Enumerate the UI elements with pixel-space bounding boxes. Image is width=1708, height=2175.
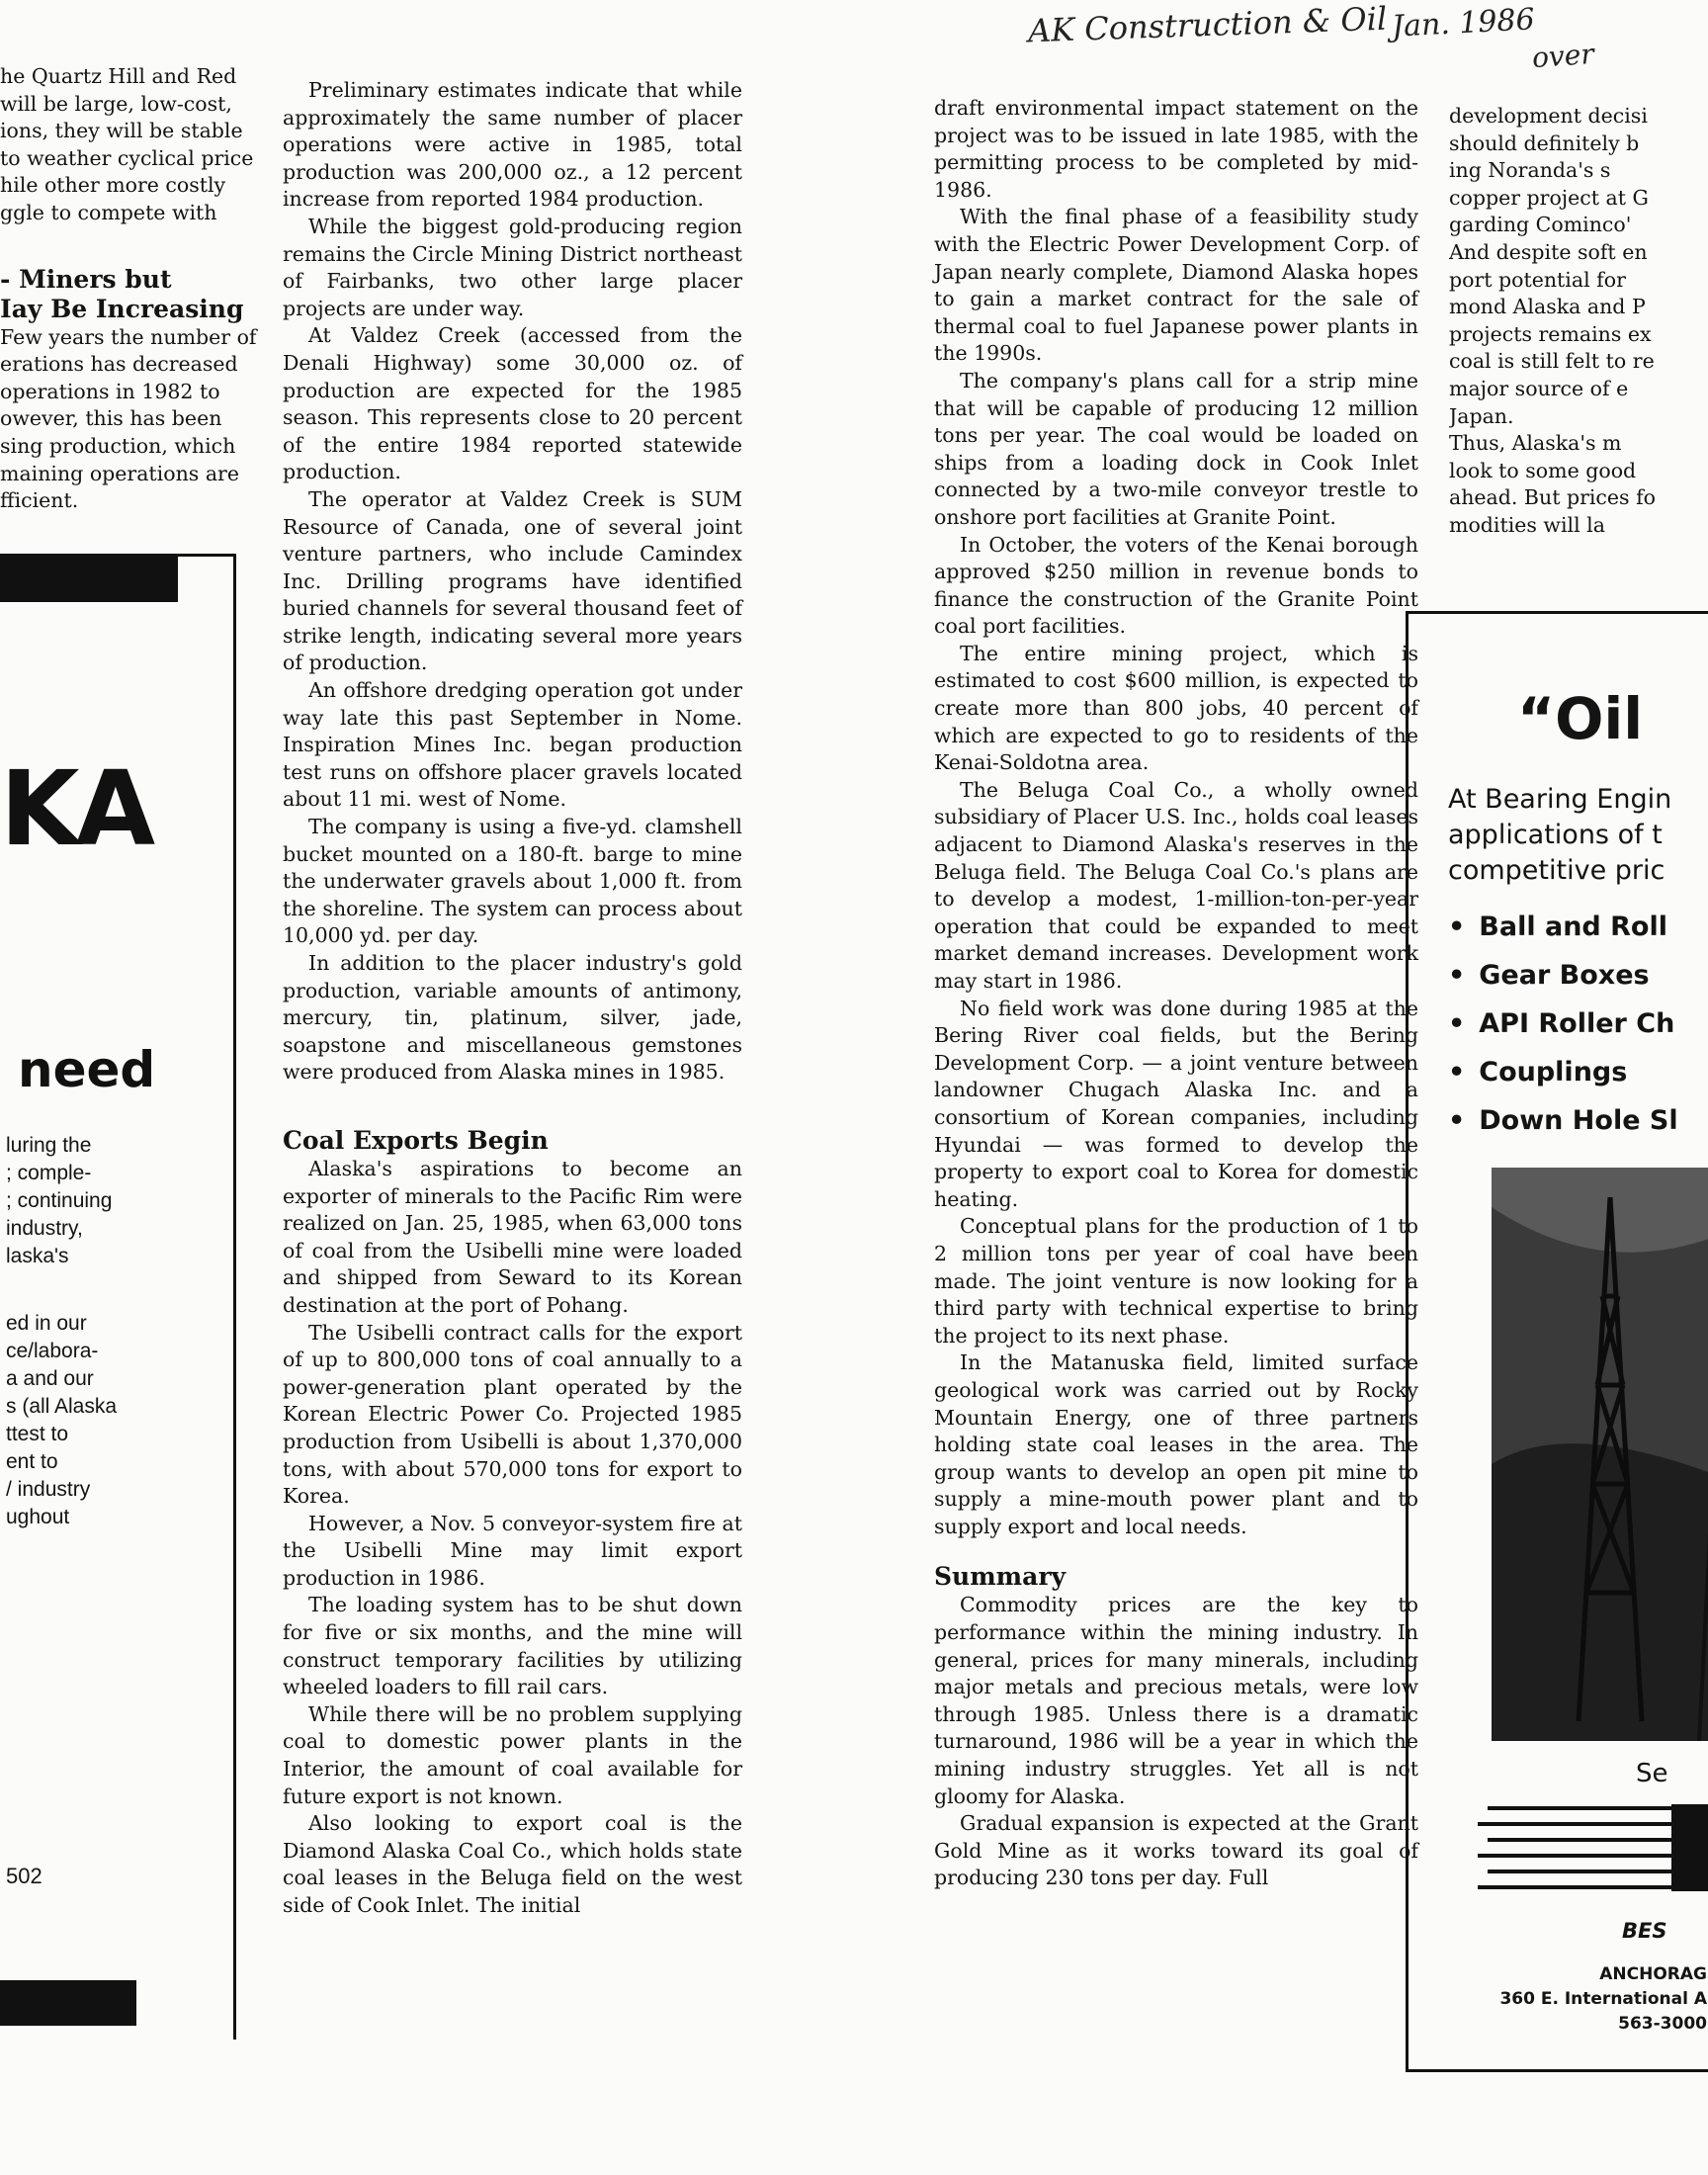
col1-paragraph — [0, 63, 273, 227]
ad-intro — [1448, 782, 1671, 889]
text-line: 360 E. International A — [1499, 1989, 1707, 2009]
text-line: sing production, which — [0, 433, 236, 458]
text-line: ggle to compete with — [0, 200, 217, 224]
text-line: luring the — [6, 1134, 92, 1157]
text-line: ; continuing — [6, 1189, 113, 1212]
article-paragraph: No field work was done during 1985 at the Bering River coal fields, but the Bering Development Corp. — a joint venture between landowner Chugach Alaska Inc. and a consortium of Korean companies, including Hyundai — was formed to develop the property to export coal to Korea for domestic heating. — [934, 996, 1418, 1211]
ad-big-text: KA — [0, 748, 152, 869]
text-line: ttest to — [6, 1423, 69, 1445]
col1-heading-line: Iay Be Increasing — [0, 294, 244, 323]
text-line: ing Noranda's s — [1449, 158, 1611, 183]
text-line: fficient. — [0, 488, 79, 513]
text-line: should definitely b — [1449, 130, 1640, 155]
article-paragraph: With the final phase of a feasibility study with the Electric Power Development Corp. of Japan nearly complete, Diamond Alaska hopes to gain a market contract for the sale of thermal coal to fuel Japanese power plants in the 1990s. — [934, 205, 1418, 366]
article-paragraph: However, a Nov. 5 conveyor-system fire at the Usibelli Mine may limit export production in 1986. — [283, 1511, 742, 1590]
article-paragraph: The loading system has to be shut down for five or six months, and the mine will construct temporary facilities by utilizing wheeled loaders to fill rail cars. — [283, 1593, 742, 1699]
article-paragraph: While the biggest gold-producing region remains the Circle Mining District northeast of Fairbanks, two other large placer projects are under way. — [283, 214, 742, 320]
article-paragraph: The Usibelli contract calls for the export of up to 800,000 tons of coal annually to a power-generation plant operated by the Korean Electric Power Co. Projected 1985 production from Usibelli is about 1,370,000 tons, with about 570,000 tons for export to Korea. — [283, 1320, 742, 1509]
article-paragraph: In addition to the placer industry's gold production, variable amounts of antimony, mercury, tin, platinum, silver, jade, soapstone and miscellaneous gemstones were produced from Alaska mines in 1985. — [283, 951, 742, 1085]
text-line: ce/labora- — [6, 1340, 99, 1362]
section-heading-summary: Summary — [934, 1562, 1067, 1592]
ad-headline: “Oil — [1517, 685, 1644, 752]
text-line: ; comple- — [6, 1162, 92, 1184]
text-line: Japan. — [1449, 403, 1514, 428]
handwritten-note: AK Construction & Oil — [1027, 0, 1388, 50]
col1-paragraph — [0, 324, 273, 515]
column-1 — [0, 63, 273, 515]
text-line: ed in our — [6, 1312, 87, 1335]
article-paragraph: Conceptual plans for the production of 1 to 2 million tons per year of coal have been made. The joint venture is now looking for a third party with technical expertise to bring the project to its next phase. — [934, 1214, 1418, 1348]
ad-black-bar — [0, 557, 178, 602]
article-paragraph: Alaska's aspirations to become an exporter of minerals to the Pacific Rim were realized on Jan. 25, 1985, when 63,000 tons of coal from the Usibelli mine were loaded and shipped from Seward to its Korean destination at the port of Pohang. — [283, 1156, 742, 1317]
article-paragraph: At Valdez Creek (accessed from the Denali Highway) some 30,000 oz. of production are expected for the 1985 season. This represents close to 20 percent of the entire 1984 reported statewide production. — [283, 323, 742, 484]
ad-text-block-a — [6, 1132, 112, 1270]
ad-phone-fragment: 502 — [6, 1864, 43, 1888]
text-line: / industry — [6, 1478, 91, 1501]
text-line: ANCHORAG — [1599, 1964, 1707, 1984]
ad-text-block-b — [6, 1310, 117, 1531]
text-line: coal is still felt to re — [1449, 349, 1655, 374]
text-line: And despite soft en — [1449, 239, 1648, 264]
text-line: operations in 1982 to — [0, 379, 220, 403]
text-line: garding Cominco' — [1449, 213, 1632, 237]
text-line: to weather cyclical price — [0, 145, 254, 170]
ad-product-item: • API Roller Ch — [1448, 1000, 1678, 1048]
handwritten-over: over — [1530, 37, 1595, 75]
text-line: copper project at G — [1449, 185, 1649, 210]
ad-product-item: • Gear Boxes — [1448, 951, 1678, 1000]
ad-product-item: • Down Hole Sl — [1448, 1096, 1678, 1145]
text-line: 563-3000 — [1618, 2014, 1707, 2034]
article-paragraph: Gradual expansion is expected at the Grant Gold Mine as it works toward its goal of producing 230 tons per day. Full — [934, 1811, 1418, 1890]
company-name: BES — [1622, 1919, 1667, 1943]
article-paragraph: An offshore dredging operation got under way late this past September in Nome. Inspiration Mines Inc. began production test runs on offshore placer gravels located about 11 mi. west of Nome. — [283, 678, 742, 812]
section-heading-coal-exports: Coal Exports Begin — [283, 1125, 549, 1155]
text-line: At Bearing Engin — [1448, 784, 1672, 815]
text-line: hile other more costly — [0, 173, 226, 198]
ad-product-item: • Couplings — [1448, 1048, 1678, 1096]
ad-product-item: • Ball and Roll — [1448, 903, 1678, 951]
ad-black-bar-bottom — [0, 1980, 136, 2026]
text-line: maining operations are — [0, 461, 239, 485]
column-2 — [283, 77, 742, 1920]
handwritten-date: Jan. 1986 — [1391, 2, 1536, 44]
text-line: will be large, low-cost, — [0, 91, 232, 116]
text-line: a and our — [6, 1367, 94, 1390]
text-line: Thus, Alaska's m — [1449, 431, 1622, 456]
article-paragraph: Preliminary estimates indicate that while approximately the same number of placer operations were active in 1985, total production was 200,000 oz., a 12 percent increase from reported 1984 production. — [283, 78, 742, 212]
article-paragraph: The Beluga Coal Co., a wholly owned subsidiary of Placer U.S. Inc., holds coal leases adjacent to Diamond Alaska's reserves in the Beluga field. The Beluga Coal Co.'s plans are to develop a modest, 1-million-ton-per-year operation that could be expanded to meet market demand increases. Development work may start in 1986. — [934, 777, 1418, 993]
text-line: look to some good — [1449, 458, 1637, 482]
article-paragraph: The entire mining project, which is estimated to cost $600 million, is expected to create more than 800 jobs, 40 percent of which are expected to go to residents of the Kenai-Soldotna area. — [934, 641, 1418, 775]
text-line: owever, this has been — [0, 406, 222, 431]
article-paragraph: The company is using a five-yd. clamshell bucket mounted on a 180-ft. barge to mine the underwater gravels about 1,000 ft. from the shoreline. The system can process about 10,000 yd. per day. — [283, 815, 742, 948]
text-line: s (all Alaska — [6, 1395, 118, 1418]
article-paragraph: In October, the voters of the Kenai borough approved $250 million in revenue bonds to finance the construction of the Granite Point coal port facilities. — [934, 532, 1418, 639]
text-line: erations has decreased — [0, 352, 238, 377]
article-paragraph: The operator at Valdez Creek is SUM Resource of Canada, one of several joint venture partners, who include Camindex Inc. Drilling programs have identified buried channels for several thousand feet of strike length, indicating several more years of production. — [283, 486, 742, 675]
text-line: modities will la — [1449, 512, 1605, 537]
text-line: industry, — [6, 1217, 83, 1240]
text-line: he Quartz Hill and Red — [0, 64, 237, 88]
article-paragraph: In the Matanuska field, limited surface geological work was carried out by Rocky Mountain Energy, one of three partners holding state coal leases in the area. The group wants to develop an open pit mine to supply a mine-mouth power plant and to supply export and local needs. — [934, 1350, 1418, 1538]
article-paragraph: While there will be no problem supplying coal to domestic power plants in the Interior, the amount of coal available for future export is not known. — [283, 1701, 742, 1808]
ad-address — [1470, 1962, 1707, 2037]
text-line: competitive pric — [1448, 855, 1665, 886]
text-line: projects remains ex — [1449, 321, 1652, 346]
article-paragraph: Also looking to export coal is the Diamond Alaska Coal Co., which holds state coal leases in the Beluga field on the west side of Cook Inlet. The initial — [283, 1811, 742, 1917]
text-line: development decisi — [1449, 104, 1648, 128]
column-3 — [934, 95, 1418, 1892]
company-logo-icon — [1478, 1798, 1708, 1897]
col1-heading-line: - Miners but — [0, 264, 172, 294]
text-line: applications of t — [1448, 820, 1663, 850]
ad-product-list — [1448, 903, 1678, 1145]
ad-fragment-text: Se — [1636, 1759, 1668, 1788]
article-paragraph: Commodity prices are the key to performance within the mining industry. In general, prices for many minerals, including major metals and precious metals, were low through 1985. Unless there is a dramatic turnaround, 1986 will be a year in which the mining industry struggles. Yet all is not gloomy for Alaska. — [934, 1593, 1418, 1808]
text-line: ughout — [6, 1506, 70, 1528]
text-line: ent to — [6, 1450, 58, 1473]
text-line: ahead. But prices fo — [1449, 485, 1657, 510]
text-line: major source of e — [1449, 376, 1629, 400]
oil-derrick-photo — [1492, 1168, 1708, 1741]
article-paragraph: The company's plans call for a strip mine that will be capable of producing 12 million tons per year. The coal would be loaded on ships from a loading dock in Cook Inlet connected by a two-mile conveyor trestle to onshore port facilities at Granite Point. — [934, 368, 1418, 529]
article-paragraph: draft environmental impact statement on the project was to be issued in late 1985, with the permitting process to be completed by mid-1986. — [934, 96, 1418, 202]
ad-need-heading: need — [18, 1041, 156, 1098]
right-advertisement — [1406, 611, 1708, 2072]
column-4 — [1449, 103, 1666, 540]
text-line: ions, they will be stable — [0, 119, 243, 143]
text-line: port potential for — [1449, 267, 1626, 292]
left-advertisement — [0, 554, 236, 2040]
text-line: laska's — [6, 1245, 69, 1267]
text-line: Few years the number of — [0, 324, 257, 349]
text-line: mond Alaska and P — [1449, 295, 1646, 319]
oil-derrick-icon — [1492, 1168, 1708, 1741]
